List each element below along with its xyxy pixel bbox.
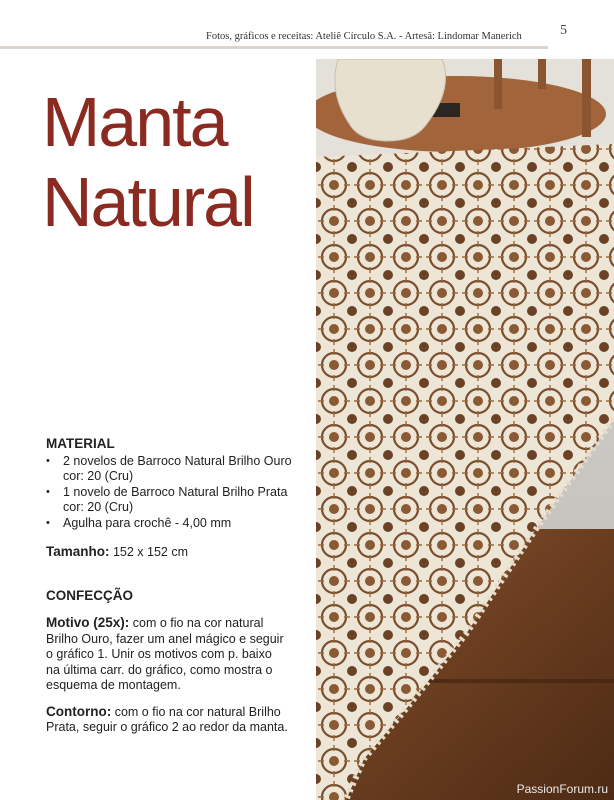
crochet-blanket-image xyxy=(316,59,614,800)
size-label: Tamanho: xyxy=(46,544,110,559)
motivo-label: Motivo (25x): xyxy=(46,615,130,630)
material-item: • 2 novelos de Barroco Natural Brilho Ouro cor: 20 (Cru) xyxy=(46,454,316,485)
title-line-1: Manta xyxy=(42,83,227,161)
material-heading: MATERIAL xyxy=(46,436,115,451)
contorno-paragraph: Contorno: com o fio na cor natural Brilho Prata, seguir o gráfico 2 ao redor da manta. xyxy=(46,703,288,734)
site-watermark: PassionForum.ru xyxy=(516,782,608,796)
page-header xyxy=(0,0,614,48)
contorno-label: Contorno: xyxy=(46,703,112,719)
material-list xyxy=(46,454,316,532)
motivo-paragraph: Motivo (25x): com o fio na cor natural Brilho Ouro, fazer um anel mágico e seguir o gráfico 1. Unir os motivos com p. baixo na última carr. do gráfico, como mostra o esquema de montagem. xyxy=(46,615,284,692)
blanket-photo xyxy=(316,59,614,800)
size-value: 152 x 152 cm xyxy=(109,545,189,559)
title-line-2: Natural xyxy=(42,163,254,241)
header-divider xyxy=(0,46,548,49)
material-item: • 1 novelo de Barroco Natural Brilho Prata cor: 20 (Cru) xyxy=(46,485,316,516)
pattern-text xyxy=(46,436,316,736)
page-number: 5 xyxy=(560,23,567,38)
material-item: • Agulha para crochê - 4,00 mm xyxy=(46,516,316,532)
page-title xyxy=(42,82,254,242)
size-info xyxy=(46,544,316,561)
confeccao-heading: CONFECÇÃO xyxy=(46,587,133,603)
photo-credit: Fotos, gráficos e receitas: Ateliê Círculo S.A. - Artesã: Lindomar Manerich xyxy=(206,31,522,42)
